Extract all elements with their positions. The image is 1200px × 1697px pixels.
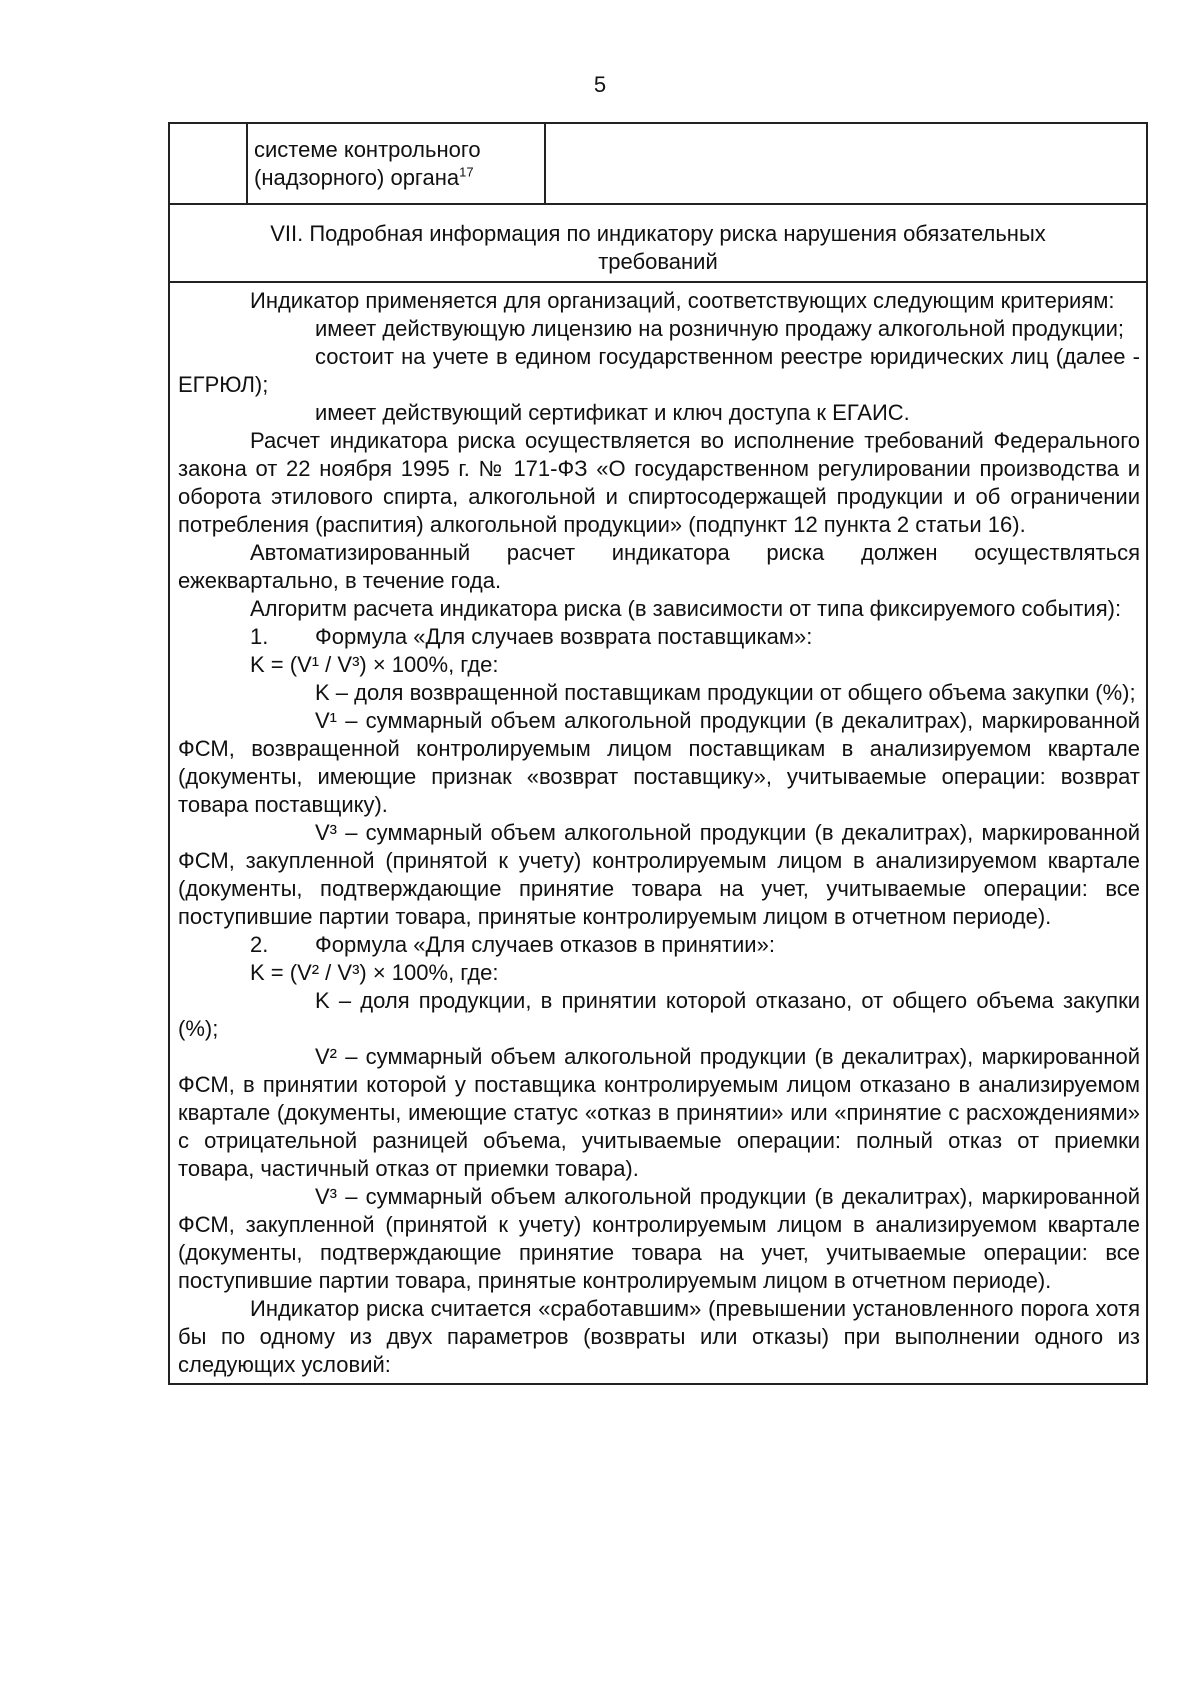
paragraph-criterion-egais: имеет действующий сертификат и ключ доступа к ЕГАИС. (315, 400, 910, 425)
table-row-top (170, 124, 1146, 205)
list-item-number: 2. (250, 932, 269, 957)
formula-1-k-definition: K – доля возвращенной поставщикам продукции от общего объема закупки (%); (315, 680, 1136, 705)
table-cell-empty-left (170, 124, 248, 203)
paragraph-frequency: Автоматизированный расчет индикатора риска должен осуществляться ежеквартально, в течение года. (178, 540, 1140, 593)
formula-2-v3-definition: V³ – суммарный объем алкогольной продукции (в декалитрах), маркированной ФСМ, закупленной (принятой к учету) контролируемым лицом в анализируемом квартале (документы, подтверждающие принятие товара на учет, учитываемые операции: все поступившие партии товара, принятые контролируемым лицом в отчетном периоде). (178, 1184, 1140, 1293)
list-item-text: Формула «Для случаев возврата поставщикам»: (315, 624, 813, 649)
formula-2-v2-definition: V² – суммарный объем алкогольной продукции (в декалитрах), маркированной ФСМ, в принятии которой у поставщика контролируемым лицом отказано в анализируемом квартале (документы, имеющие статус «отказ в принятии» или «принятие с расхождениями» с отрицательной разницей объема, учитываемые операции: полный отказ от приемки товара, частичный отказ от приемки товара). (178, 1044, 1140, 1181)
table-cell-empty-right (546, 124, 1146, 203)
paragraph-algorithm-intro: Алгоритм расчета индикатора риска (в зависимости от типа фиксируемого события): (250, 596, 1122, 621)
cell-text-line1: системе контрольного (254, 137, 481, 162)
formula-2: K = (V² / V³) × 100%, где: (250, 960, 499, 985)
table-body-text (170, 283, 1146, 1383)
list-item-formula-1 (178, 623, 1146, 651)
formula-2-k-definition: K – доля продукции, в принятии которой отказано, от общего объема закупки (%); (178, 988, 1140, 1041)
formula-1: K = (V¹ / V³) × 100%, где: (250, 652, 499, 677)
section-heading: VII. Подробная информация по индикатору риска нарушения обязательных требований (170, 205, 1146, 283)
cell-text-line2: (надзорного) органа (254, 165, 460, 190)
formula-1-v1-definition: V¹ – суммарный объем алкогольной продукции (в декалитрах), маркированной ФСМ, возвращенной контролируемым лицом поставщикам в анализируемом квартале (документы, имеющие признак «возврат поставщику», учитываемые операции: возврат товара поставщику). (178, 708, 1140, 817)
paragraph-criteria-intro: Индикатор применяется для организаций, соответствующих следующим критериям: (250, 288, 1115, 313)
footnote-ref: 17 (459, 164, 474, 180)
paragraph-legal-basis: Расчет индикатора риска осуществляется во исполнение требований Федерального закона от 22 ноября 1995 г. № 171-ФЗ «О государственном регулировании производства и оборота этилового спирта, алкогольной и спиртосодержащей продукции и об ограничении потребления (распития) алкогольной продукции» (подпункт 12 пункта 2 статьи 16). (178, 428, 1140, 537)
page-number: 5 (593, 72, 607, 97)
list-item-number: 1. (250, 624, 269, 649)
document-table (168, 122, 1148, 1385)
paragraph-trigger-conditions: Индикатор риска считается «сработавшим» (превышении установленного порога хотя бы по одному из двух параметров (возвраты или отказы) при выполнении одного из следующих условий: (178, 1296, 1140, 1377)
list-item-text: Формула «Для случаев отказов в принятии»: (315, 932, 775, 957)
table-cell-text (248, 124, 546, 203)
formula-1-v3-definition: V³ – суммарный объем алкогольной продукции (в декалитрах), маркированной ФСМ, закупленной (принятой к учету) контролируемым лицом в анализируемом квартале (документы, подтверждающие принятие товара на учет, учитываемые операции: все поступившие партии товара, принятые контролируемым лицом в отчетном периоде). (178, 820, 1140, 929)
paragraph-criterion-egrul: состоит на учете в едином государственном реестре юридических лиц (далее - ЕГРЮЛ); (178, 344, 1140, 397)
list-item-formula-2 (178, 931, 1146, 959)
paragraph-criterion-license: имеет действующую лицензию на розничную продажу алкогольной продукции; (315, 316, 1125, 341)
